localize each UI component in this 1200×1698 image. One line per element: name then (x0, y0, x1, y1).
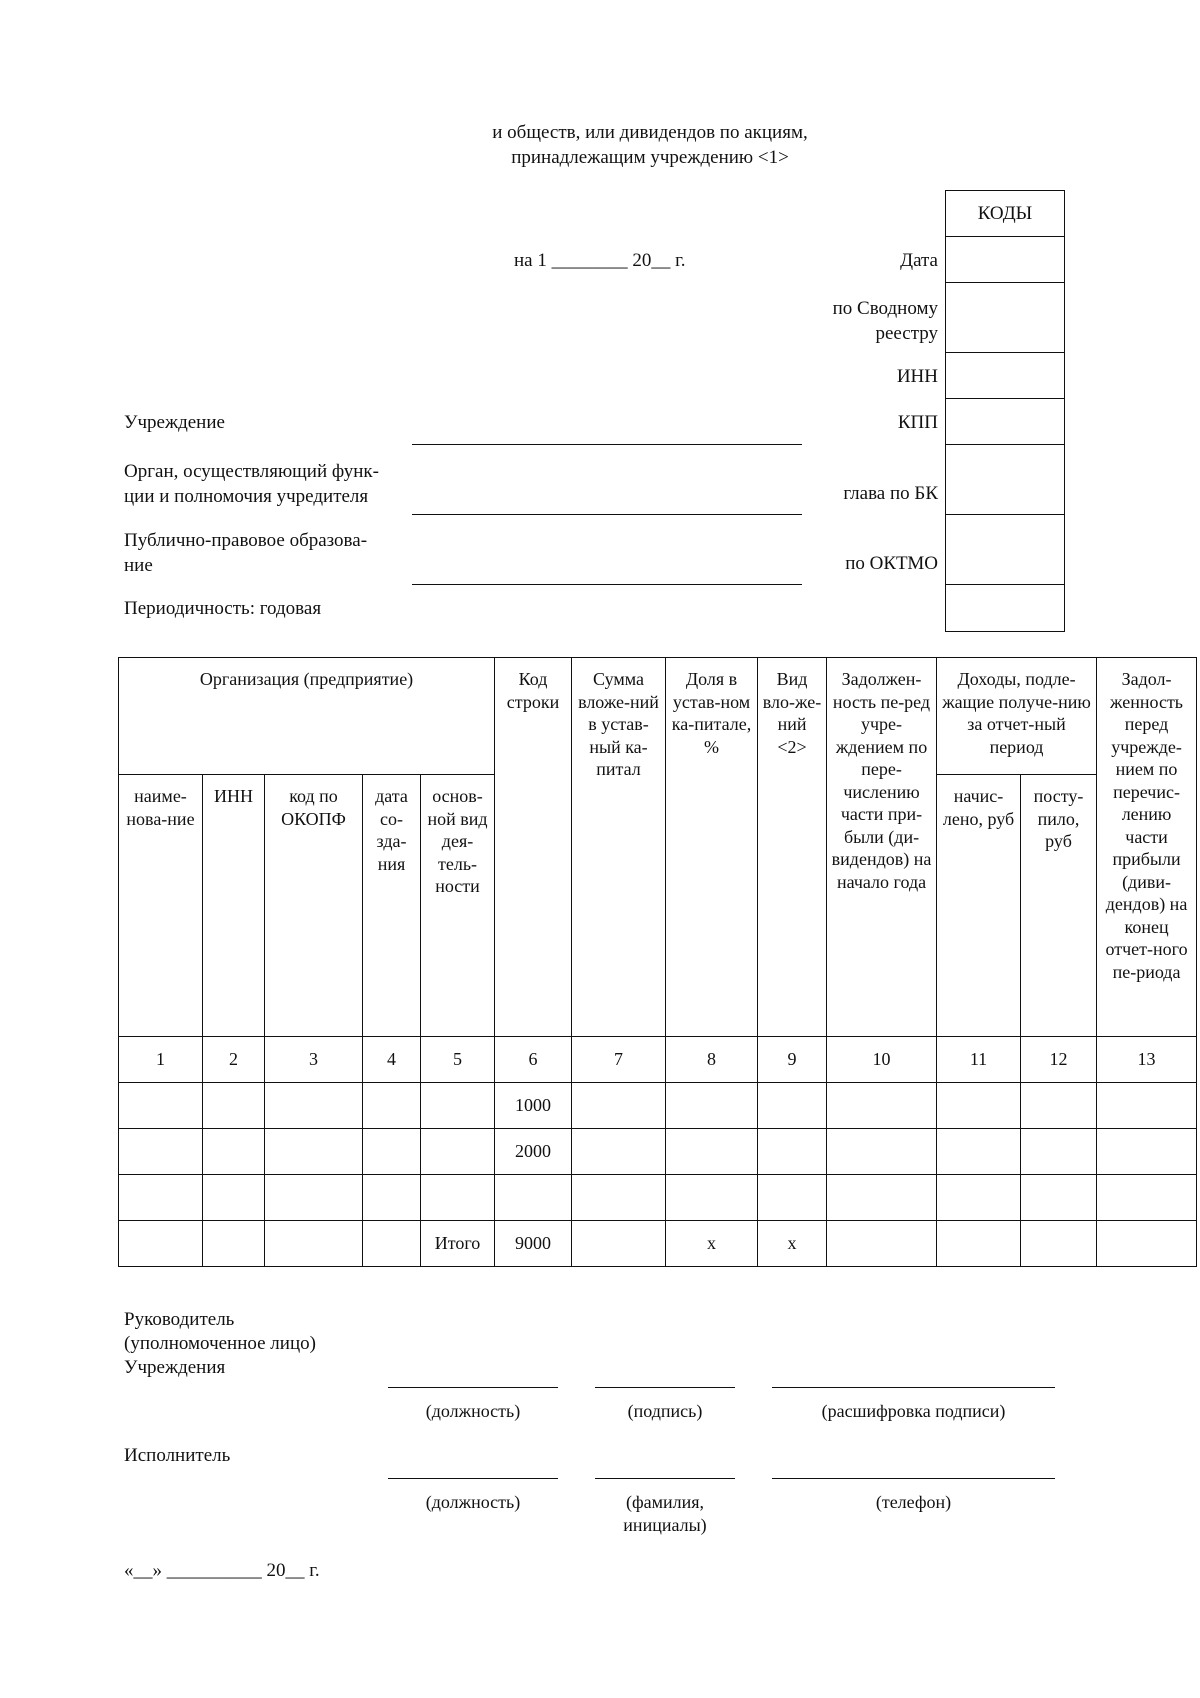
x-mark-cell: x (666, 1221, 758, 1267)
header-line-2: принадлежащим учреждению <1> (511, 147, 789, 168)
table-cell[interactable] (937, 1129, 1021, 1175)
label-registry-line-1: по Сводному (832, 298, 938, 319)
header-investment-sum: Сумма вложе-ний в устав-ный ка-питал (572, 658, 666, 1037)
table-cell[interactable] (1021, 1221, 1097, 1267)
code-date-cell[interactable] (946, 237, 1064, 283)
code-inn-cell[interactable] (946, 353, 1064, 399)
head-position-line[interactable] (388, 1387, 558, 1388)
head-position-caption: (должность) (425, 1401, 521, 1421)
code-periodicity-cell[interactable] (946, 585, 1064, 631)
table-cell[interactable] (495, 1175, 572, 1221)
col-number: 12 (1021, 1037, 1097, 1083)
public-entity-label (124, 528, 367, 578)
row-code-cell: 2000 (495, 1129, 572, 1175)
head-label-line-1: Руководитель (124, 1309, 235, 1330)
founder-organ-line-2: ции и полномочия учредителя (124, 486, 369, 507)
table-cell[interactable] (363, 1083, 421, 1129)
table-cell[interactable] (265, 1221, 363, 1267)
total-row (119, 1221, 1197, 1267)
executor-phone-caption: (телефон) (875, 1492, 952, 1512)
table-cell[interactable] (937, 1175, 1021, 1221)
code-glava-cell[interactable] (946, 445, 1064, 515)
executor-phone-line[interactable] (772, 1478, 1055, 1479)
executor-name-caption-line-1: (фамилия, (625, 1492, 705, 1512)
head-label (124, 1308, 316, 1380)
col-number: 9 (758, 1037, 827, 1083)
periodicity-label: Периодичность: годовая (124, 598, 322, 619)
head-decoding-line[interactable] (772, 1387, 1055, 1388)
label-date: Дата (900, 250, 938, 271)
col-number: 5 (421, 1037, 495, 1083)
col-number: 3 (265, 1037, 363, 1083)
table-row (119, 1083, 1197, 1129)
header-created: дата со-зда-ния (363, 775, 421, 1037)
header-organization: Организация (предприятие) (119, 658, 495, 775)
row-code-cell: 1000 (495, 1083, 572, 1129)
header-accrued: начис-лено, руб (937, 775, 1021, 1037)
label-glava: глава по БК (843, 483, 938, 504)
table-cell[interactable] (203, 1083, 265, 1129)
codes-title: КОДЫ (946, 191, 1064, 237)
executor-name-line[interactable] (595, 1478, 735, 1479)
executor-name-caption-line-2: инициалы) (623, 1514, 707, 1535)
x-mark-cell: x (758, 1221, 827, 1267)
header-name: наиме-нова-ние (119, 775, 203, 1037)
founder-organ-input-line[interactable] (412, 514, 802, 515)
executor-position-caption: (должность) (425, 1492, 521, 1512)
public-entity-line-2: ние (124, 555, 153, 576)
col-number: 8 (666, 1037, 758, 1083)
table-cell[interactable] (363, 1129, 421, 1175)
table-cell[interactable] (1021, 1175, 1097, 1221)
document-header (400, 120, 900, 170)
table-cell[interactable] (119, 1083, 203, 1129)
label-registry-line-2: реестру (875, 323, 938, 344)
col-number: 10 (827, 1037, 937, 1083)
table-cell[interactable] (119, 1129, 203, 1175)
table-cell[interactable] (758, 1129, 827, 1175)
signature-date-line: «__» __________ 20__ г. (124, 1560, 320, 1581)
table-cell[interactable] (1021, 1083, 1097, 1129)
label-inn: ИНН (896, 366, 938, 387)
executor-position-line[interactable] (388, 1478, 558, 1479)
executor-name-caption (585, 1491, 745, 1536)
header-inn: ИНН (203, 775, 265, 1037)
header-debt-start: Задолжен-ность пе-ред учре-ждением по пере-числению части при-были (ди-видендов) на начало года (827, 658, 937, 1037)
table-cell[interactable] (363, 1221, 421, 1267)
table-cell[interactable] (572, 1083, 666, 1129)
table-cell[interactable] (572, 1175, 666, 1221)
code-registry-cell[interactable] (946, 283, 1064, 353)
institution-label: Учреждение (124, 412, 225, 433)
table-cell[interactable] (666, 1083, 758, 1129)
table-cell[interactable] (421, 1175, 495, 1221)
table-cell[interactable] (827, 1175, 937, 1221)
head-label-line-3: Учреждения (124, 1357, 226, 1378)
code-oktmo-cell[interactable] (946, 515, 1064, 585)
code-kpp-cell[interactable] (946, 399, 1064, 445)
table-cell[interactable] (1097, 1175, 1197, 1221)
table-cell[interactable] (203, 1175, 265, 1221)
table-cell[interactable] (572, 1221, 666, 1267)
head-label-line-2: (уполномоченное лицо) (124, 1333, 316, 1354)
header-share: Доля в устав-ном ка-питале, % (666, 658, 758, 1037)
table-cell[interactable] (937, 1083, 1021, 1129)
head-decoding-caption: (расшифровка подписи) (821, 1401, 1006, 1421)
table-cell[interactable] (827, 1083, 937, 1129)
table-cell[interactable] (1021, 1129, 1097, 1175)
table-cell[interactable] (1097, 1129, 1197, 1175)
table-cell[interactable] (758, 1175, 827, 1221)
table-cell[interactable] (119, 1221, 203, 1267)
col-number: 13 (1097, 1037, 1197, 1083)
col-number: 6 (495, 1037, 572, 1083)
header-debt-end: Задол-женность перед учрежде-нием по перечис-лению части прибыли (диви-дендов) на конец отчет-ного пе-риода (1097, 658, 1197, 1037)
col-number: 2 (203, 1037, 265, 1083)
header-income: Доходы, подле-жащие получе-нию за отчет-ный период (937, 658, 1097, 775)
executor-label: Исполнитель (124, 1445, 231, 1466)
table-cell[interactable] (203, 1129, 265, 1175)
total-code-cell: 9000 (495, 1221, 572, 1267)
table-cell[interactable] (363, 1175, 421, 1221)
table-cell[interactable] (666, 1129, 758, 1175)
table-cell[interactable] (827, 1221, 937, 1267)
table-cell[interactable] (758, 1083, 827, 1129)
total-label: Итого (421, 1221, 495, 1267)
report-date-line: на 1 ________ 20__ г. (514, 250, 686, 271)
institution-input-line[interactable] (412, 444, 802, 445)
table-row (119, 1175, 1197, 1221)
table-cell[interactable] (265, 1083, 363, 1129)
table-cell[interactable] (666, 1175, 758, 1221)
table-cell[interactable] (265, 1175, 363, 1221)
header-row-code: Код строки (495, 658, 572, 1037)
header-line-1: и обществ, или дивидендов по акциям, (492, 122, 808, 143)
label-registry (760, 296, 938, 346)
table-cell[interactable] (265, 1129, 363, 1175)
head-signature-caption: (подпись) (627, 1401, 703, 1421)
investments-table (118, 657, 1197, 1267)
table-cell[interactable] (421, 1129, 495, 1175)
table-cell[interactable] (1097, 1221, 1197, 1267)
codes-box (945, 190, 1065, 632)
col-number: 1 (119, 1037, 203, 1083)
table-row (119, 1129, 1197, 1175)
table-cell[interactable] (937, 1221, 1021, 1267)
header-received: посту-пило, руб (1021, 775, 1097, 1037)
table-cell[interactable] (572, 1129, 666, 1175)
label-kpp: КПП (897, 412, 938, 433)
header-okopf: код по ОКОПФ (265, 775, 363, 1037)
founder-organ-label (124, 459, 379, 509)
table-cell[interactable] (203, 1221, 265, 1267)
table-cell[interactable] (827, 1129, 937, 1175)
col-number: 11 (937, 1037, 1021, 1083)
founder-organ-line-1: Орган, осуществляющий функ- (124, 461, 379, 482)
public-entity-input-line[interactable] (412, 584, 802, 585)
table-cell[interactable] (421, 1083, 495, 1129)
header-investment-type: Вид вло-же-ний <2> (758, 658, 827, 1037)
public-entity-line-1: Публично-правовое образова- (124, 530, 368, 551)
head-signature-line[interactable] (595, 1387, 735, 1388)
col-number: 4 (363, 1037, 421, 1083)
col-number: 7 (572, 1037, 666, 1083)
table-cell[interactable] (119, 1175, 203, 1221)
label-oktmo: по ОКТМО (845, 553, 938, 574)
table-cell[interactable] (1097, 1083, 1197, 1129)
header-activity: основ-ной вид дея-тель-ности (421, 775, 495, 1037)
